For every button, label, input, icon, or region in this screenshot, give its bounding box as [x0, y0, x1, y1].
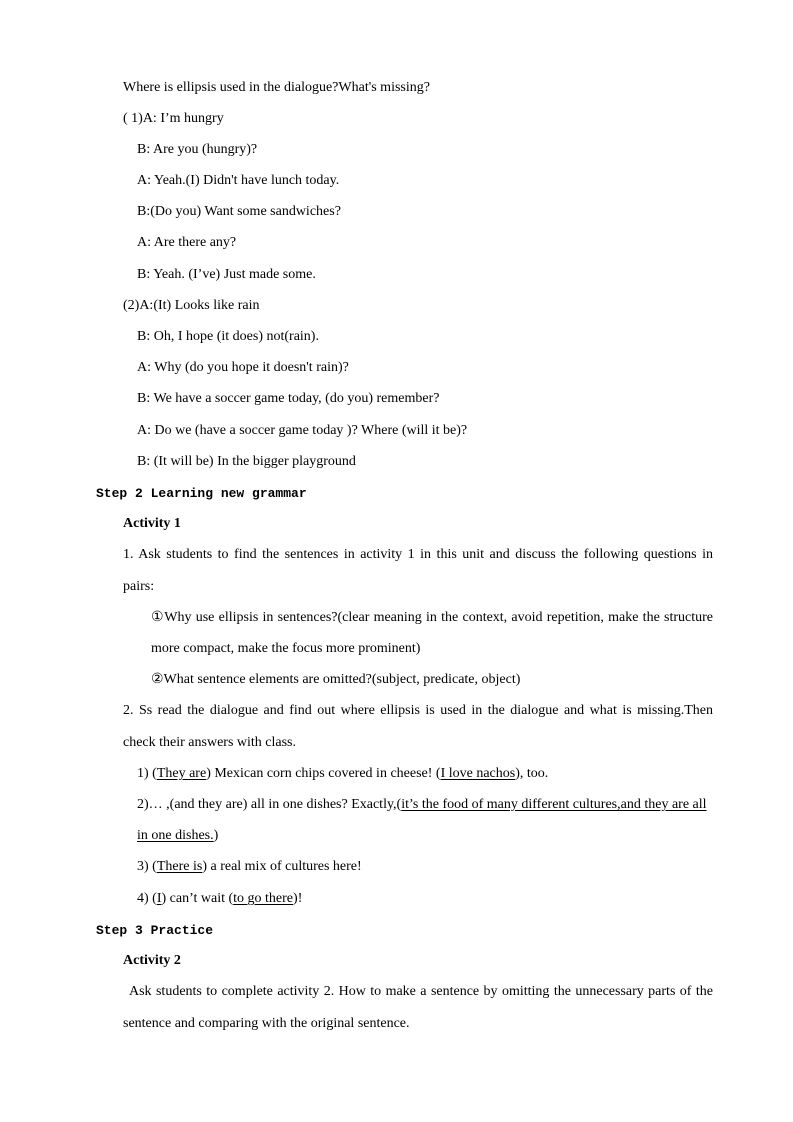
activity1-title: Activity 1 — [123, 516, 181, 531]
dialogue1-line: A: Are there any? — [137, 235, 237, 250]
dialogue2-line: B: Oh, I hope (it does) not(rain). — [137, 329, 319, 344]
underlined-answer: They are — [156, 766, 207, 781]
dialogue1-line: B: Are you (hungry)? — [137, 142, 258, 157]
underlined-answer: I love nachos — [440, 766, 516, 781]
answer-1: 1) (They are) Mexican corn chips covered in cheese! (I love nachos), too. — [137, 766, 549, 781]
answer-4: 4) (I) can’t wait (to go there)! — [137, 891, 303, 906]
underlined-answer: to go there — [233, 891, 294, 906]
question1-line2: more compact, make the focus more prominent) — [151, 641, 421, 656]
dialogue2-line: A: Why (do you hope it doesn't rain)? — [137, 360, 349, 375]
intro-question: Where is ellipsis used in the dialogue?What's missing? — [123, 80, 430, 95]
dialogue1-line: B:(Do you) Want some sandwiches? — [137, 204, 341, 219]
dialogue1-line: A: Yeah.(I) Didn't have lunch today. — [137, 173, 340, 188]
underlined-answer: There is — [156, 859, 203, 874]
item1-line1: 1. Ask students to find the sentences in activity 1 in this unit and discuss the following questions in — [123, 547, 713, 562]
step3-line1: Ask students to complete activity 2. How to make a sentence by omitting the unnecessary parts of the — [129, 984, 713, 999]
dialogue2-line: A: Do we (have a soccer game today )? Where (will it be)? — [137, 423, 468, 438]
step3-heading: Step 3 Practice — [96, 923, 214, 938]
dialogue1-line: B: Yeah. (I’ve) Just made some. — [137, 267, 316, 282]
item2-line1: 2. Ss read the dialogue and find out where ellipsis is used in the dialogue and what is missing.Then — [123, 703, 713, 718]
underlined-answer: it’s the food of many different cultures,and they are all — [401, 797, 707, 812]
step3-line2: sentence and comparing with the original sentence. — [123, 1016, 410, 1031]
item1-line2: pairs: — [123, 579, 155, 594]
step2-heading: Step 2 Learning new grammar — [96, 486, 307, 501]
answer-2-line1: 2)… ,(and they are) all in one dishes? Exactly,(it’s the food of many different cultures,and they are all — [137, 797, 707, 812]
answer-2-line2: in one dishes.) — [137, 828, 219, 843]
question2: ②What sentence elements are omitted?(subject, predicate, object) — [151, 672, 521, 687]
underlined-answer: I — [156, 891, 162, 906]
item2-line2: check their answers with class. — [123, 735, 296, 750]
dialogue2-line: B: (It will be) In the bigger playground — [137, 454, 356, 469]
activity2-title: Activity 2 — [123, 953, 181, 968]
answer-3: 3) (There is) a real mix of cultures here! — [137, 859, 362, 874]
dialogue2-line: (2)A:(It) Looks like rain — [123, 298, 260, 313]
dialogue1-line: ( 1)A: I’m hungry — [123, 111, 224, 126]
dialogue2-line: B: We have a soccer game today, (do you) remember? — [137, 391, 440, 406]
underlined-answer: in one dishes. — [137, 828, 214, 843]
question1-line1: ①Why use ellipsis in sentences?(clear meaning in the context, avoid repetition, make the structure — [151, 610, 713, 625]
